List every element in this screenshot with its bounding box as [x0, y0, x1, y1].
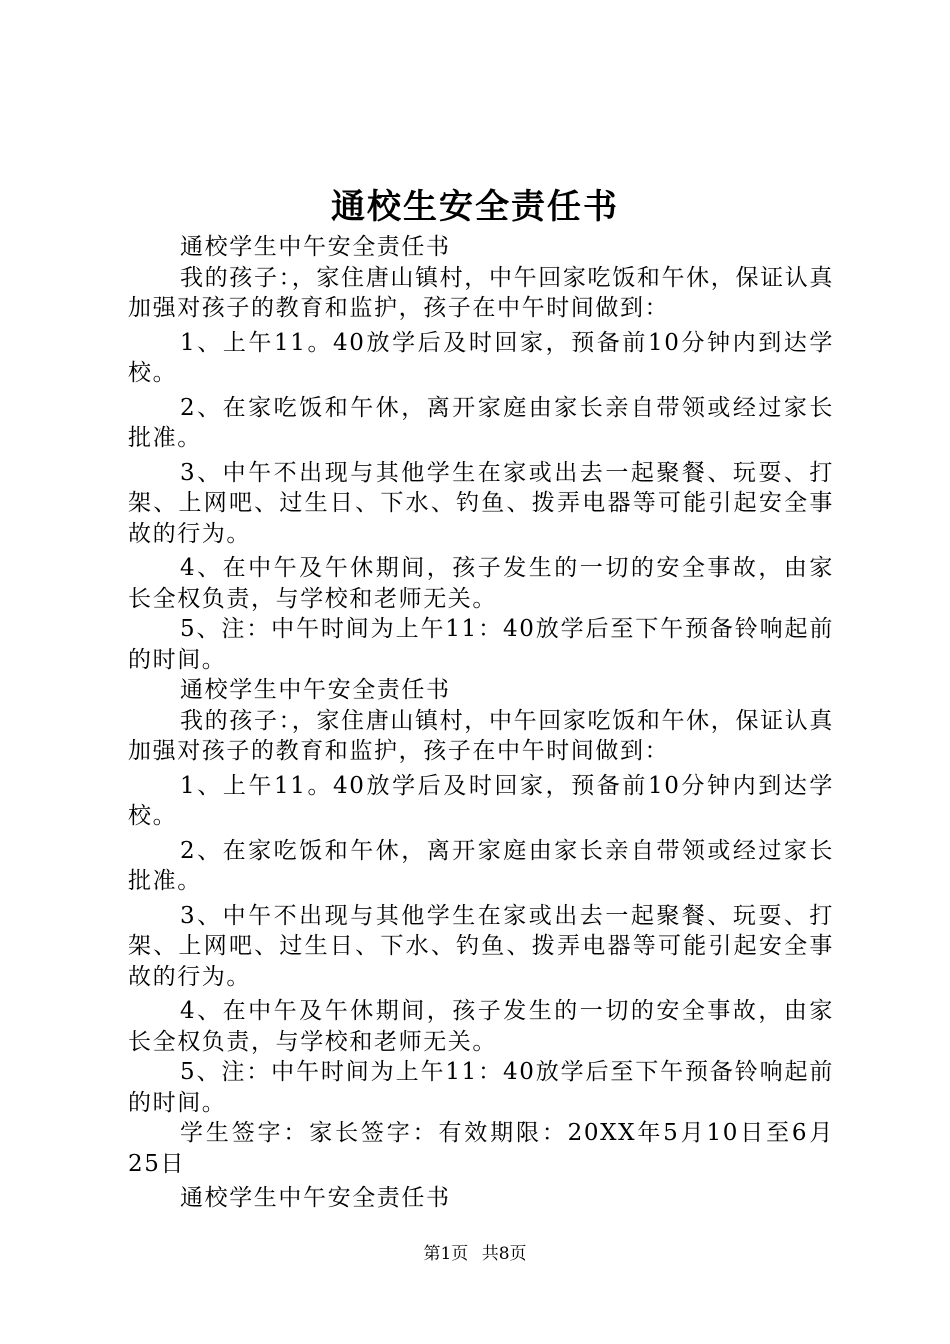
signature-line: 学生签字：家长签字：有效期限：20XX年5月10日至6月25日: [128, 1120, 834, 1177]
paragraph-intro: 我的孩子：，家住唐山镇村，中午回家吃饭和午休，保证认真加强对孩子的教育和监护，孩子在中午时间做到：: [128, 264, 834, 321]
paragraph-item-4: 4、在中午及午休期间，孩子发生的一切的安全事故，由家长全权负责，与学校和老师无关。: [128, 555, 834, 612]
paragraph-item-2: 2、在家吃饭和午休，离开家庭由家长亲自带领或经过家长批准。: [128, 394, 834, 451]
section-heading: 通校学生中午安全责任书: [180, 234, 451, 260]
paragraph-item-5: 5、注：中午时间为上午11：40放学后至下午预备铃响起前的时间。: [128, 616, 834, 673]
section-heading: 通校学生中午安全责任书: [180, 1185, 451, 1211]
paragraph-item-4: 4、在中午及午休期间，孩子发生的一切的安全事故，由家长全权负责，与学校和老师无关。: [128, 998, 834, 1055]
document-body: [128, 232, 834, 1214]
document-title: 通校生安全责任书: [331, 187, 619, 227]
page-total: 共8页: [481, 1244, 527, 1264]
paragraph-item-1: 1、上午11。40放学后及时回家，预备前10分钟内到达学校。: [128, 329, 834, 386]
paragraph-item-2: 2、在家吃饭和午休，离开家庭由家长亲自带领或经过家长批准。: [128, 837, 834, 894]
paragraph-item-1: 1、上午11。40放学后及时回家，预备前10分钟内到达学校。: [128, 772, 834, 829]
page-footer: [0, 1242, 950, 1266]
paragraph-item-3: 3、中午不出现与其他学生在家或出去一起聚餐、玩耍、打架、上网吧、过生日、下水、钓鱼、拨弄电器等可能引起安全事故的行为。: [128, 902, 834, 990]
paragraph-item-3: 3、中午不出现与其他学生在家或出去一起聚餐、玩耍、打架、上网吧、过生日、下水、钓鱼、拨弄电器等可能引起安全事故的行为。: [128, 459, 834, 547]
paragraph-item-5: 5、注：中午时间为上午11：40放学后至下午预备铃响起前的时间。: [128, 1059, 834, 1116]
page-number: 第1页: [423, 1244, 469, 1264]
paragraph-intro: 我的孩子：，家住唐山镇村，中午回家吃饭和午休，保证认真加强对孩子的教育和监护，孩子在中午时间做到：: [128, 707, 834, 764]
section-heading: 通校学生中午安全责任书: [180, 677, 451, 703]
